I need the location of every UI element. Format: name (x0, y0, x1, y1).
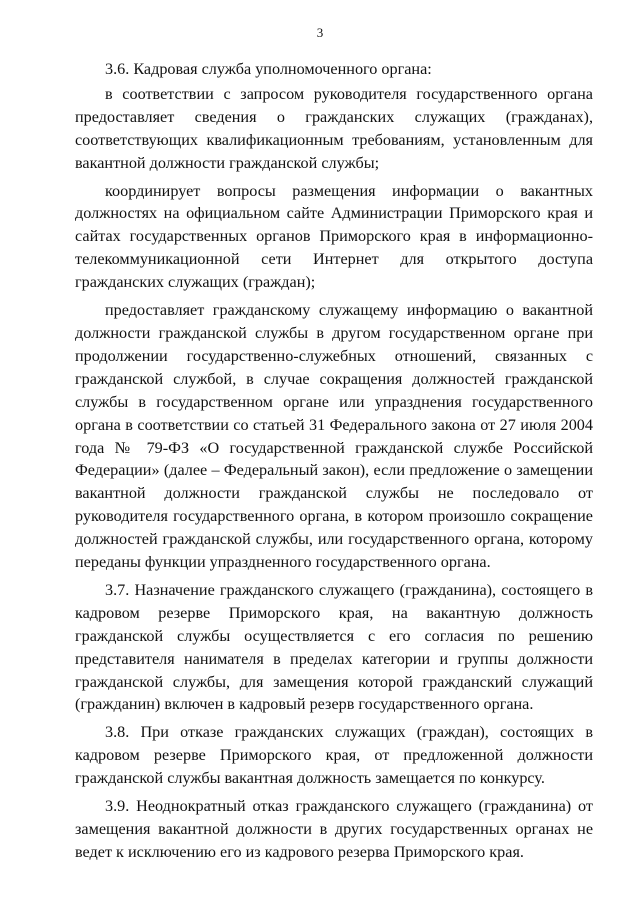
section-3-9: 3.9. Неоднократный отказ гражданского служащего (гражданина) от замещения вакантной должности в других государственных органах не ведет к исключению его из кадрового резерва Приморского края. (75, 797, 593, 861)
section-3-6-item-3: предоставляет гражданскому служащему информацию о вакантной должности гражданской службы в другом государственном органе при продолжении государственно-служебных отношений, связанных с гражданской службой, в случае сокращения должностей гражданской службы в государственном органе или упразднения государственного органа в соответствии со статьей 31 Федерального закона от 27 июля 2004 года № 79-ФЗ «О государственной гражданской службе Российской Федерации» (далее – Федеральный закон), если предложение о замещении вакантной должности гражданской службы не последовало от руководителя государственного органа, в котором произошло сокращение должностей гражданской службы, или государственного органа, которому переданы функции упраздненного государственного органа. (75, 301, 593, 572)
document-body (75, 58, 593, 864)
section-3-8: 3.8. При отказе гражданских служащих (граждан), состоящих в кадровом резерве Приморского края, от предложенной должности гражданской службы вакантная должность замещается по конкурсу. (75, 723, 593, 788)
page-number: 3 (316, 25, 324, 40)
section-3-7: 3.7. Назначение гражданского служащего (гражданина), состоящего в кадровом резерве Приморского края, на вакантную должность гражданской службы осуществляется с его согласия по решению представителя нанимателя в пределах категории и группы должности гражданской службы, для замещения которой гражданский служащий (гражданин) включен в кадровый резерв государственного органа. (75, 580, 593, 714)
section-3-6-heading: 3.6. Кадровая служба уполномоченного органа: (105, 60, 432, 78)
section-3-6-item-2: координирует вопросы размещения информации о вакантных должностях на официальном сайте Администрации Приморского края и сайтах государственных органов Приморского края в информационно-телекоммуникационной сети Интернет для открытого доступа гражданских служащих (граждан); (75, 181, 593, 292)
section-3-6-item-1: в соответствии с запросом руководителя государственного органа предоставляет сведения о гражданских служащих (гражданах), соответствующих квалификационным требованиям, установленным для вакантной должности гражданской службы; (75, 84, 593, 172)
